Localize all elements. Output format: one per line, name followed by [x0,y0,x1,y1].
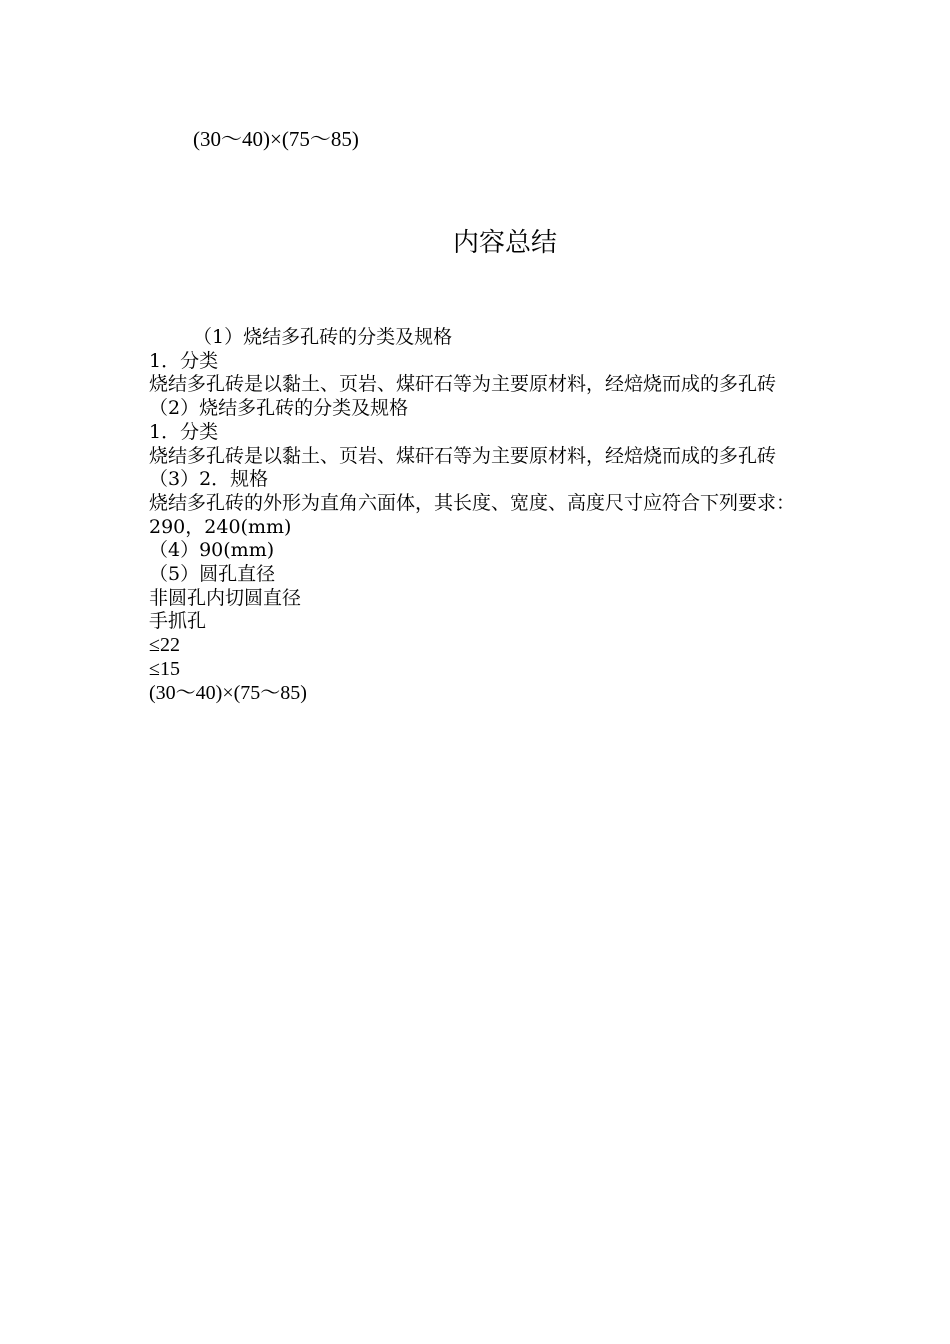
category-heading-repeat: 1．分类 [149,420,219,443]
category-description: 烧结多孔砖是以黏土、页岩、煤矸石等为主要原材料，经焙烧而成的多孔砖 [149,373,777,396]
specification-description: 烧结多孔砖的外形为直角六面体，其长度、宽度、高度尺寸应符合下列要求： [149,491,796,514]
hand-hole-dimensions: (30～40)×(75～85) [149,681,307,704]
non-round-hole-limit: ≤15 [149,657,180,680]
summary-title: 内容总结 [452,228,557,258]
round-hole-limit: ≤22 [149,634,180,657]
round-hole-diameter-label: （5）圆孔直径 [149,563,276,586]
category-description-repeat: 烧结多孔砖是以黏土、页岩、煤矸石等为主要原材料，经焙烧而成的多孔砖 [149,444,777,467]
hand-hole-label: 手抓孔 [149,610,207,633]
non-round-hole-label: 非圆孔内切圆直径 [149,586,302,609]
summary-content [149,326,797,705]
header-dimension-line: (30～40)×(75～85) [193,127,359,151]
item-3-heading: （3）2．规格 [149,468,269,491]
item-2-heading: （2）烧结多孔砖的分类及规格 [149,397,409,420]
category-heading: 1．分类 [149,349,219,372]
length-width-dimensions: 290，240(mm) [149,515,292,538]
height-dimension: （4）90(mm) [149,539,275,562]
item-1-heading: （1）烧结多孔砖的分类及规格 [193,326,453,348]
